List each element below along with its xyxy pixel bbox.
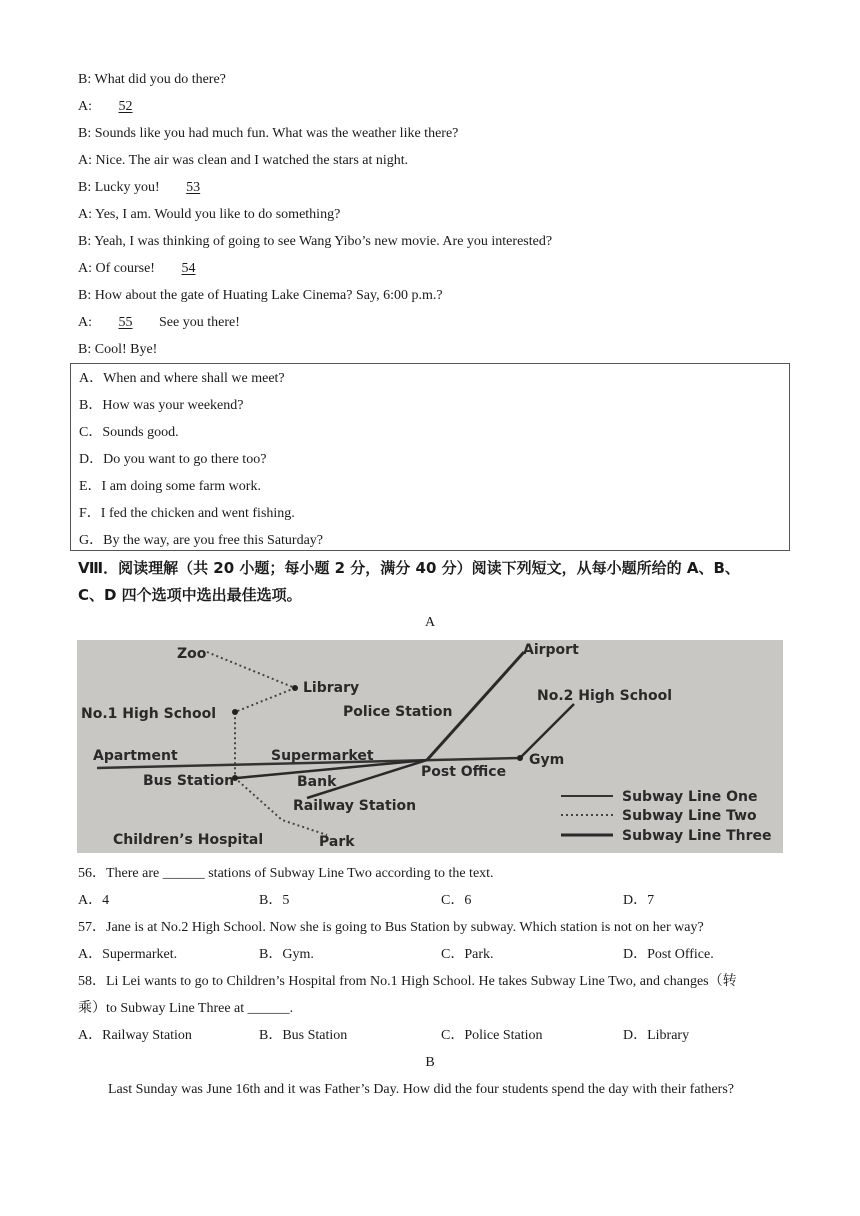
dialogue-line	[78, 206, 340, 224]
dialogue-text: Cool! Bye!	[94, 342, 158, 357]
dialogue-line	[78, 314, 240, 332]
question-57-stem: 57．Jane is at No.2 High School. Now she is going to Bus Station by subway. Which station is not on her way?	[78, 920, 704, 935]
map-label-apartment: Apartment	[93, 748, 178, 764]
station-dot	[292, 685, 298, 691]
choice-c[interactable]: C．Park.	[441, 947, 494, 962]
dialogue-line	[78, 152, 408, 170]
dialogue-text: Of course!	[95, 261, 155, 276]
map-label-airport: Airport	[523, 642, 579, 658]
speaker: A:	[78, 99, 92, 114]
choice-d[interactable]: D．7	[623, 893, 655, 908]
option-b: B．How was your weekend?	[79, 398, 244, 413]
dialogue-text: How about the gate of Huating Lake Cinema? Say, 6:00 p.m.?	[94, 288, 443, 303]
speaker: A:	[78, 207, 92, 222]
dialogue-line	[78, 287, 443, 305]
speaker: A:	[78, 153, 92, 168]
dialogue-text: What did you do there?	[94, 72, 226, 87]
passage-b-intro: Last Sunday was June 16th and it was Father’s Day. How did the four students spend the day with their fathers?	[108, 1082, 734, 1097]
map-label-railway-station: Railway Station	[293, 798, 417, 814]
choice-a[interactable]: A．4	[78, 893, 110, 908]
section-heading: Ⅷ．阅读理解（共 20 小题；每小题 2 分，满分 40 分）阅读下列短文，从每小题所给的 A、B、	[78, 559, 740, 577]
choice-b[interactable]: B．Bus Station	[259, 1028, 348, 1043]
legend-line-two: Subway Line Two	[622, 808, 757, 824]
dialogue-line	[78, 341, 157, 359]
speaker: B:	[78, 72, 92, 87]
dialogue-text: See you there!	[159, 315, 240, 330]
map-label-gym: Gym	[529, 752, 565, 768]
dialogue-text: Yeah, I was thinking of going to see Wang Yibo’s new movie. Are you interested?	[94, 234, 553, 249]
speaker: B:	[78, 288, 92, 303]
passage-label-a: A	[424, 615, 436, 630]
question-58-stem: 58．Li Lei wants to go to Children’s Hospital from No.1 High School. He takes Subway Line Two, and changes（转	[78, 974, 737, 989]
passage-label-b: B	[425, 1055, 435, 1070]
dialogue-line	[78, 233, 552, 251]
speaker: B:	[78, 126, 92, 141]
choice-d[interactable]: D．Library	[623, 1028, 690, 1043]
dialogue-text: Nice. The air was clean and I watched the stars at night.	[95, 153, 409, 168]
option-f: F．I fed the chicken and went fishing.	[79, 506, 295, 521]
map-label-post-office: Post Office	[421, 764, 507, 780]
map-label-bank: Bank	[297, 774, 337, 790]
legend-line-one: Subway Line One	[622, 789, 758, 805]
choice-a[interactable]: A．Supermarket.	[78, 947, 178, 962]
answer-blank-53[interactable]: 53	[186, 180, 201, 195]
answer-blank-54[interactable]: 54	[181, 261, 196, 276]
map-label-no2-high-school: No.2 High School	[537, 688, 673, 704]
option-g: G．By the way, are you free this Saturday?	[79, 533, 324, 548]
choice-c[interactable]: C．Police Station	[441, 1028, 543, 1043]
dialogue-text: Sounds like you had much fun. What was the weather like there?	[94, 126, 459, 141]
dialogue-line	[78, 260, 218, 278]
answer-blank-52[interactable]: 52	[118, 99, 133, 114]
choice-b[interactable]: B．Gym.	[259, 947, 314, 962]
speaker: A:	[78, 315, 92, 330]
section-heading-cont: C、D 四个选项中选出最佳选项。	[78, 586, 302, 604]
map-label-park: Park	[319, 834, 355, 850]
map-label-zoo: Zoo	[177, 646, 207, 662]
legend-line-three: Subway Line Three	[622, 828, 772, 844]
dialogue-line	[78, 179, 223, 197]
dialogue-text: Lucky you!	[94, 180, 160, 195]
dialogue-text: Yes, I am. Would you like to do something?	[94, 207, 341, 222]
answer-blank-55[interactable]: 55	[118, 315, 133, 330]
speaker: B:	[78, 234, 92, 249]
map-label-supermarket: Supermarket	[271, 748, 374, 764]
map-label-no1-high-school: No.1 High School	[81, 706, 217, 722]
option-c: C．Sounds good.	[79, 425, 179, 440]
options-box	[70, 363, 790, 551]
speaker: A:	[78, 261, 92, 276]
map-label-bus-station: Bus Station	[143, 773, 235, 789]
option-a: A．When and where shall we meet?	[79, 371, 285, 386]
map-label-library: Library	[303, 680, 360, 696]
speaker: B:	[78, 180, 92, 195]
dialogue-line	[78, 125, 458, 143]
station-dot	[517, 755, 523, 761]
option-d: D．Do you want to go there too?	[79, 452, 267, 467]
station-dot	[232, 709, 238, 715]
dialogue-line	[78, 71, 226, 89]
map-label-childrens-hospital: Children’s Hospital	[113, 832, 264, 848]
choice-c[interactable]: C．6	[441, 893, 472, 908]
dialogue-line	[78, 98, 156, 116]
speaker: B:	[78, 342, 92, 357]
question-56-stem: 56．There are ______ stations of Subway Line Two according to the text.	[78, 866, 494, 881]
option-e: E．I am doing some farm work.	[79, 479, 261, 494]
question-58-stem-cont: 乘）to Subway Line Three at ______.	[78, 1001, 294, 1016]
subway-map	[77, 640, 783, 853]
choice-b[interactable]: B．5	[259, 893, 290, 908]
choice-d[interactable]: D．Post Office.	[623, 947, 714, 962]
choice-a[interactable]: A．Railway Station	[78, 1028, 192, 1043]
map-label-police-station: Police Station	[343, 704, 453, 720]
